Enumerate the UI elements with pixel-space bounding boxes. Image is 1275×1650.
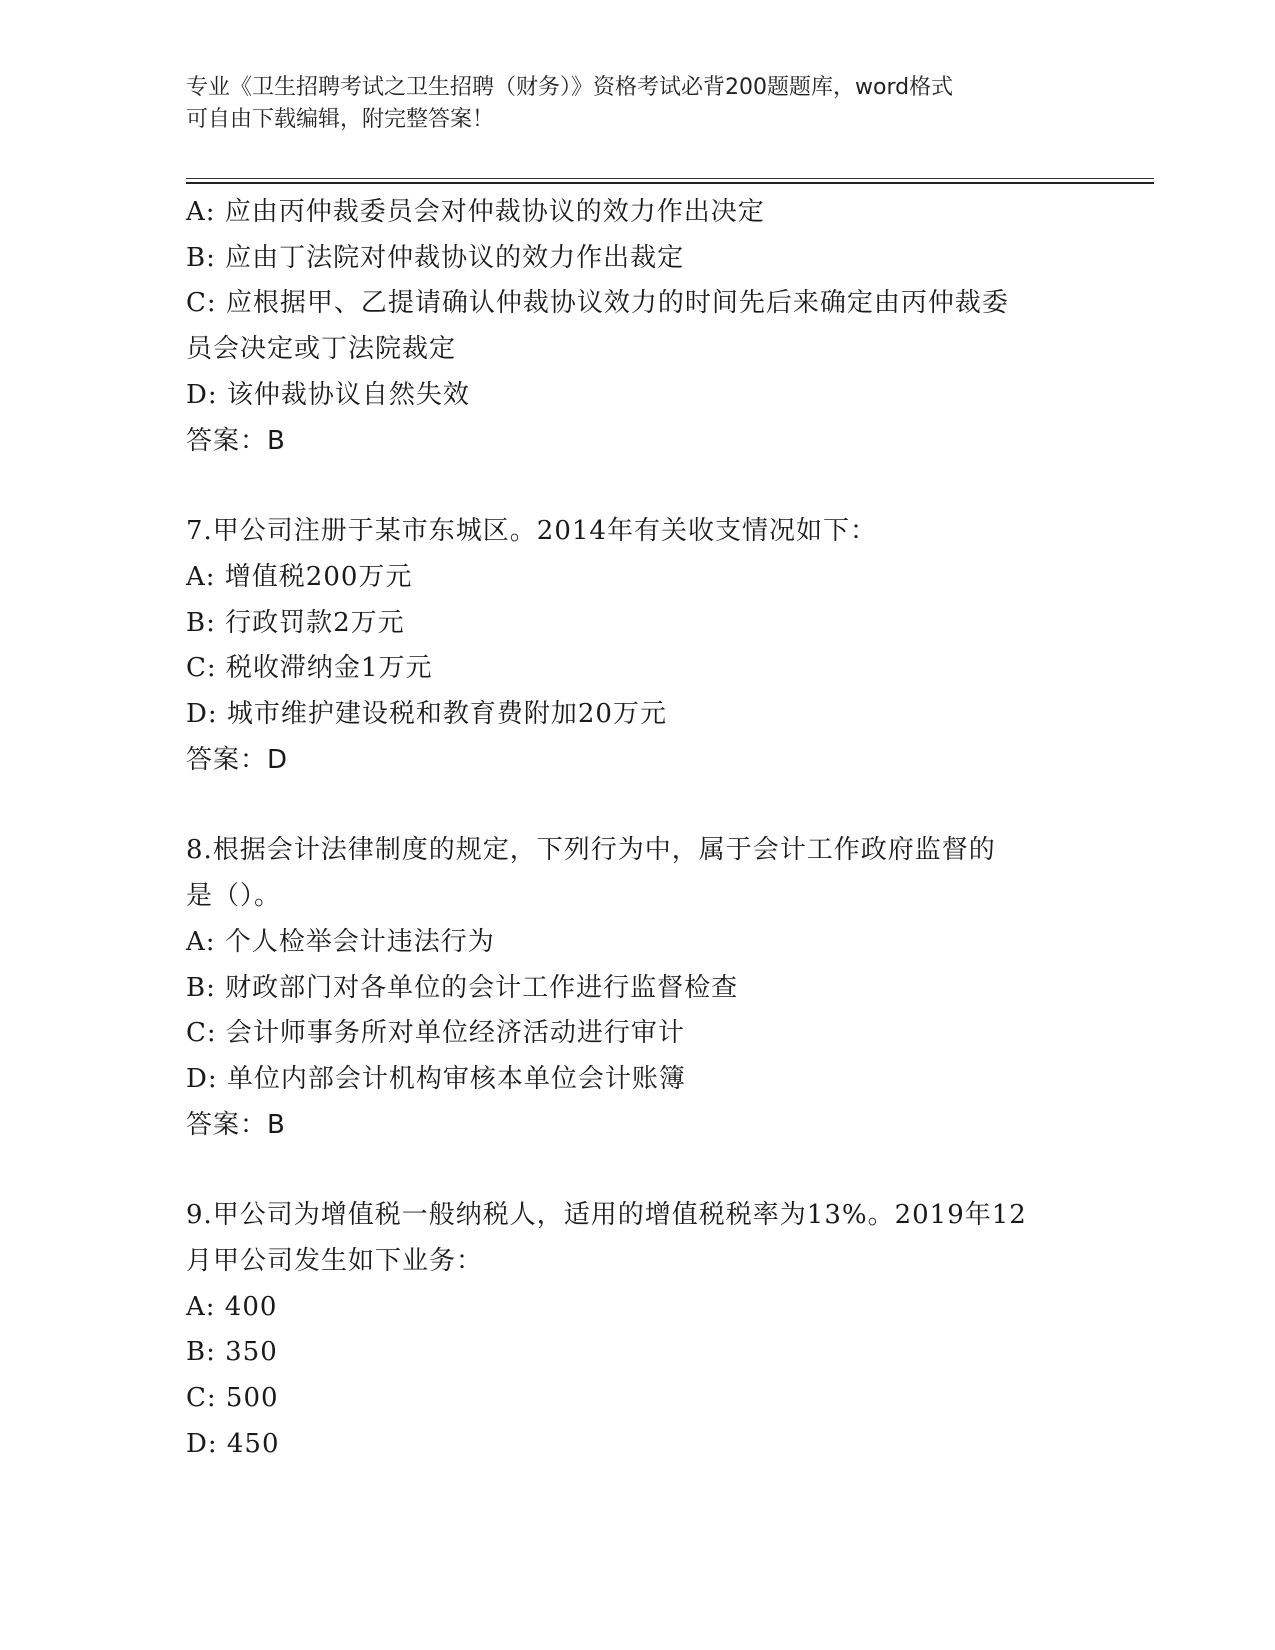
q9-stem-line-2: 月甲公司发生如下业务： <box>186 1246 484 1277</box>
q8-option-b: B: 财政部门对各单位的会计工作进行监督检查 <box>186 972 739 1003</box>
q9-option-c: C: 500 <box>186 1383 279 1414</box>
document-header <box>186 72 1086 136</box>
q8-answer: 答案：B <box>186 1109 286 1140</box>
q7-stem: 7.甲公司注册于某市东城区。2014年有关收支情况如下： <box>186 516 877 547</box>
q6-option-d: D: 该仲裁协议自然失效 <box>186 379 470 410</box>
q7-option-c: C: 税收滞纳金1万元 <box>186 653 433 684</box>
q9-stem-line-1: 9.甲公司为增值税一般纳税人，适用的增值税税率为13%。2019年12 <box>186 1200 1027 1231</box>
question-7-block <box>186 509 1086 783</box>
q7-option-d: D: 城市维护建设税和教育费附加20万元 <box>186 699 667 730</box>
q6-option-b: B: 应由丁法院对仲裁协议的效力作出裁定 <box>186 242 685 273</box>
q8-option-a: A: 个人检举会计违法行为 <box>186 926 495 957</box>
q7-answer: 答案：D <box>186 744 289 775</box>
q7-option-a: A: 增值税200万元 <box>186 561 413 592</box>
spacer <box>186 464 1086 509</box>
document-body <box>186 190 1086 1468</box>
q9-option-d: D: 450 <box>186 1428 280 1459</box>
q9-option-b: B: 350 <box>186 1337 278 1368</box>
q6-option-a: A: 应由丙仲裁委员会对仲裁协议的效力作出决定 <box>186 197 765 227</box>
question-6-block <box>186 190 1086 464</box>
q8-option-c: C: 会计师事务所对单位经济活动进行审计 <box>186 1018 685 1049</box>
q6-option-c-line-1: C: 应根据甲、乙提请确认仲裁协议效力的时间先后来确定由丙仲裁委 <box>186 288 1009 319</box>
question-8-block <box>186 828 1086 1148</box>
header-title-line-1: 专业《卫生招聘考试之卫生招聘（财务）》资格考试必背200题题库，word格式 <box>186 75 954 100</box>
question-9-block <box>186 1193 1086 1467</box>
q8-option-d: D: 单位内部会计机构审核本单位会计账簿 <box>186 1063 686 1094</box>
header-divider <box>186 178 1154 179</box>
q6-answer: 答案：B <box>186 425 286 456</box>
q9-option-a: A: 400 <box>186 1291 278 1322</box>
q7-option-b: B: 行政罚款2万元 <box>186 607 405 638</box>
q8-stem-line-2: 是（）。 <box>186 881 282 912</box>
q8-stem-line-1: 8.根据会计法律制度的规定，下列行为中，属于会计工作政府监督的 <box>186 835 996 866</box>
header-title-line-2: 可自由下载编辑，附完整答案！ <box>186 107 495 132</box>
spacer <box>186 783 1086 828</box>
q6-option-c-line-2: 员会决定或丁法院裁定 <box>186 334 457 365</box>
spacer <box>186 1148 1086 1193</box>
